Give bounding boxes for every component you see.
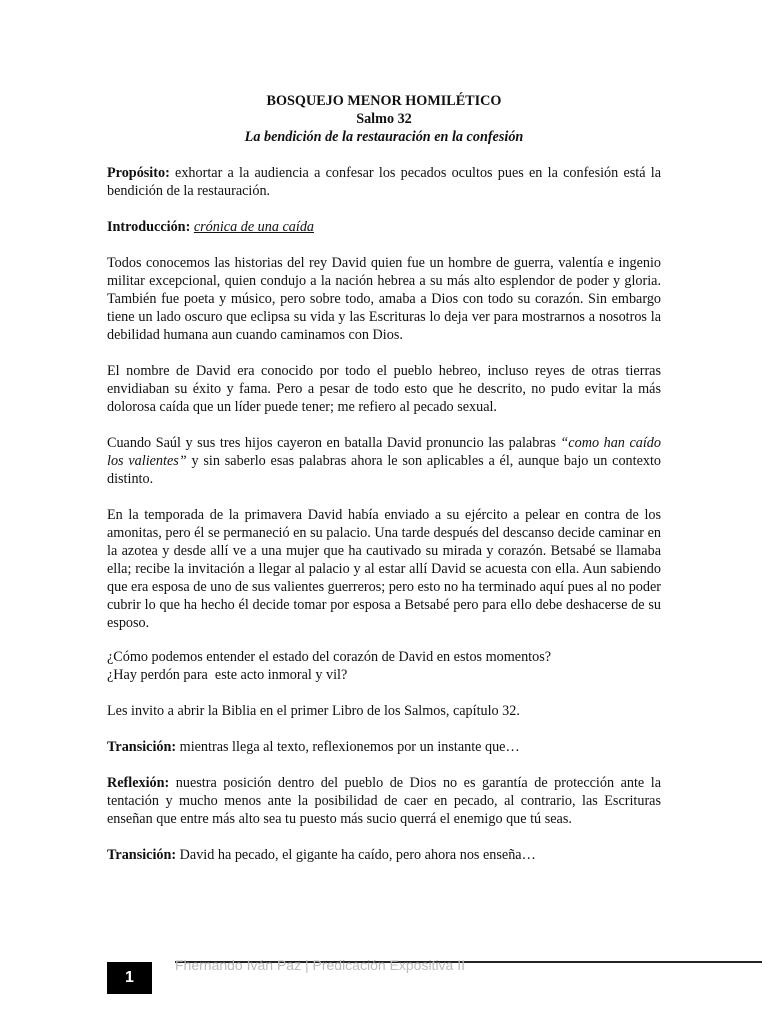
paragraph-3-start: Cuando Saúl y sus tres hijos cayeron en batalla David pronuncio las palabras [107,435,561,451]
transition-2-label: Transición: [107,847,177,863]
introduction-label: Introducción: [107,219,191,235]
transition-1-text: mientras llega al texto, reflexionemos por un instante que… [176,739,520,755]
purpose-paragraph [107,164,661,200]
question-1: ¿Cómo podemos entender el estado del corazón de David en estos momentos? [107,649,552,665]
purpose-label: Propósito: [107,165,170,181]
transition-2 [107,846,661,864]
paragraph-2: El nombre de David era conocido por todo el pueblo hebreo, incluso reyes de otras tierras envidiaban su éxito y fama. Pero a pesar de todo esto que he descrito, no pudo evitar la más dolorosa caída que un líder puede tener; me refiero al pecado sexual. [107,363,661,415]
paragraph-3-end: y sin saberlo esas palabras ahora le son aplicables a él, aunque bajo un contexto distinto. [107,453,662,487]
reflection-label: Reflexión: [107,775,170,791]
introduction-paragraph [107,218,661,236]
paragraph-3 [107,434,661,488]
transition-1-label: Transición: [107,739,177,755]
paragraph-5: Les invito a abrir la Biblia en el primer Libro de los Salmos, capítulo 32. [107,703,520,719]
document-theme: La bendición de la restauración en la confesión [244,129,524,145]
purpose-text: exhortar a la audiencia a confesar los pecados ocultos pues en la confesión está la bendición de la restauración. [107,165,661,199]
document-title: BOSQUEJO MENOR HOMILÉTICO [266,93,502,109]
document-body [107,92,661,864]
reflection-text: nuestra posición dentro del pueblo de Dios no es garantía de protección ante la tentación y mucho menos ante la posibilidad de caer en pecado, al contrario, las Escrituras enseñan que entre más alto sea tu puesto más sucio querrá el enemigo que tú seas. [107,775,661,827]
paragraph-3-quote: “como han caído los valientes” [107,435,661,469]
introduction-title: crónica de una caída [193,219,315,235]
footer-author: Fhernando Iván Paz | Predicación Expositiva II [175,957,466,973]
question-2: ¿Hay perdón para este acto inmoral y vil? [107,667,348,683]
paragraph-1: Todos conocemos las historias del rey David quien fue un hombre de guerra, valentía e ingenio militar excepcional, quien condujo a la nación hebrea a su más alto esplendor de poder y gloria. También fue poeta y músico, pero sobre todo, amaba a Dios con todo su corazón. Sin embargo tiene un lado oscuro que eclipsa su vida y las Escrituras lo deja ver para mostrarnos a nosotros la debilidad humana aun cuando caminamos con Dios. [107,255,661,343]
page-number: 1 [107,962,152,994]
reflection-paragraph [107,774,661,828]
transition-1 [107,738,661,756]
paragraph-4: En la temporada de la primavera David había enviado a su ejército a pelear en contra de los amonitas, pero él se permaneció en su palacio. Una tarde después del descanso decide caminar en la azotea y desde allí ve a una mujer que ha cautivado su mirada y corazón. Betsabé se llamaba ella; recibe la invitación a llegar al palacio y al estar allí David se acuesta con ella. Aun sabiendo que era esposa de uno de sus valientes guerreros; pero esto no ha terminado aquí pues al no poder cubrir lo que ha hecho él decide tomar por esposa a Betsabé pero para ello debe deshacerse de su esposo. [107,507,661,631]
transition-2-text: David ha pecado, el gigante ha caído, pero ahora nos enseña… [176,847,536,863]
document-subtitle: Salmo 32 [356,111,412,127]
